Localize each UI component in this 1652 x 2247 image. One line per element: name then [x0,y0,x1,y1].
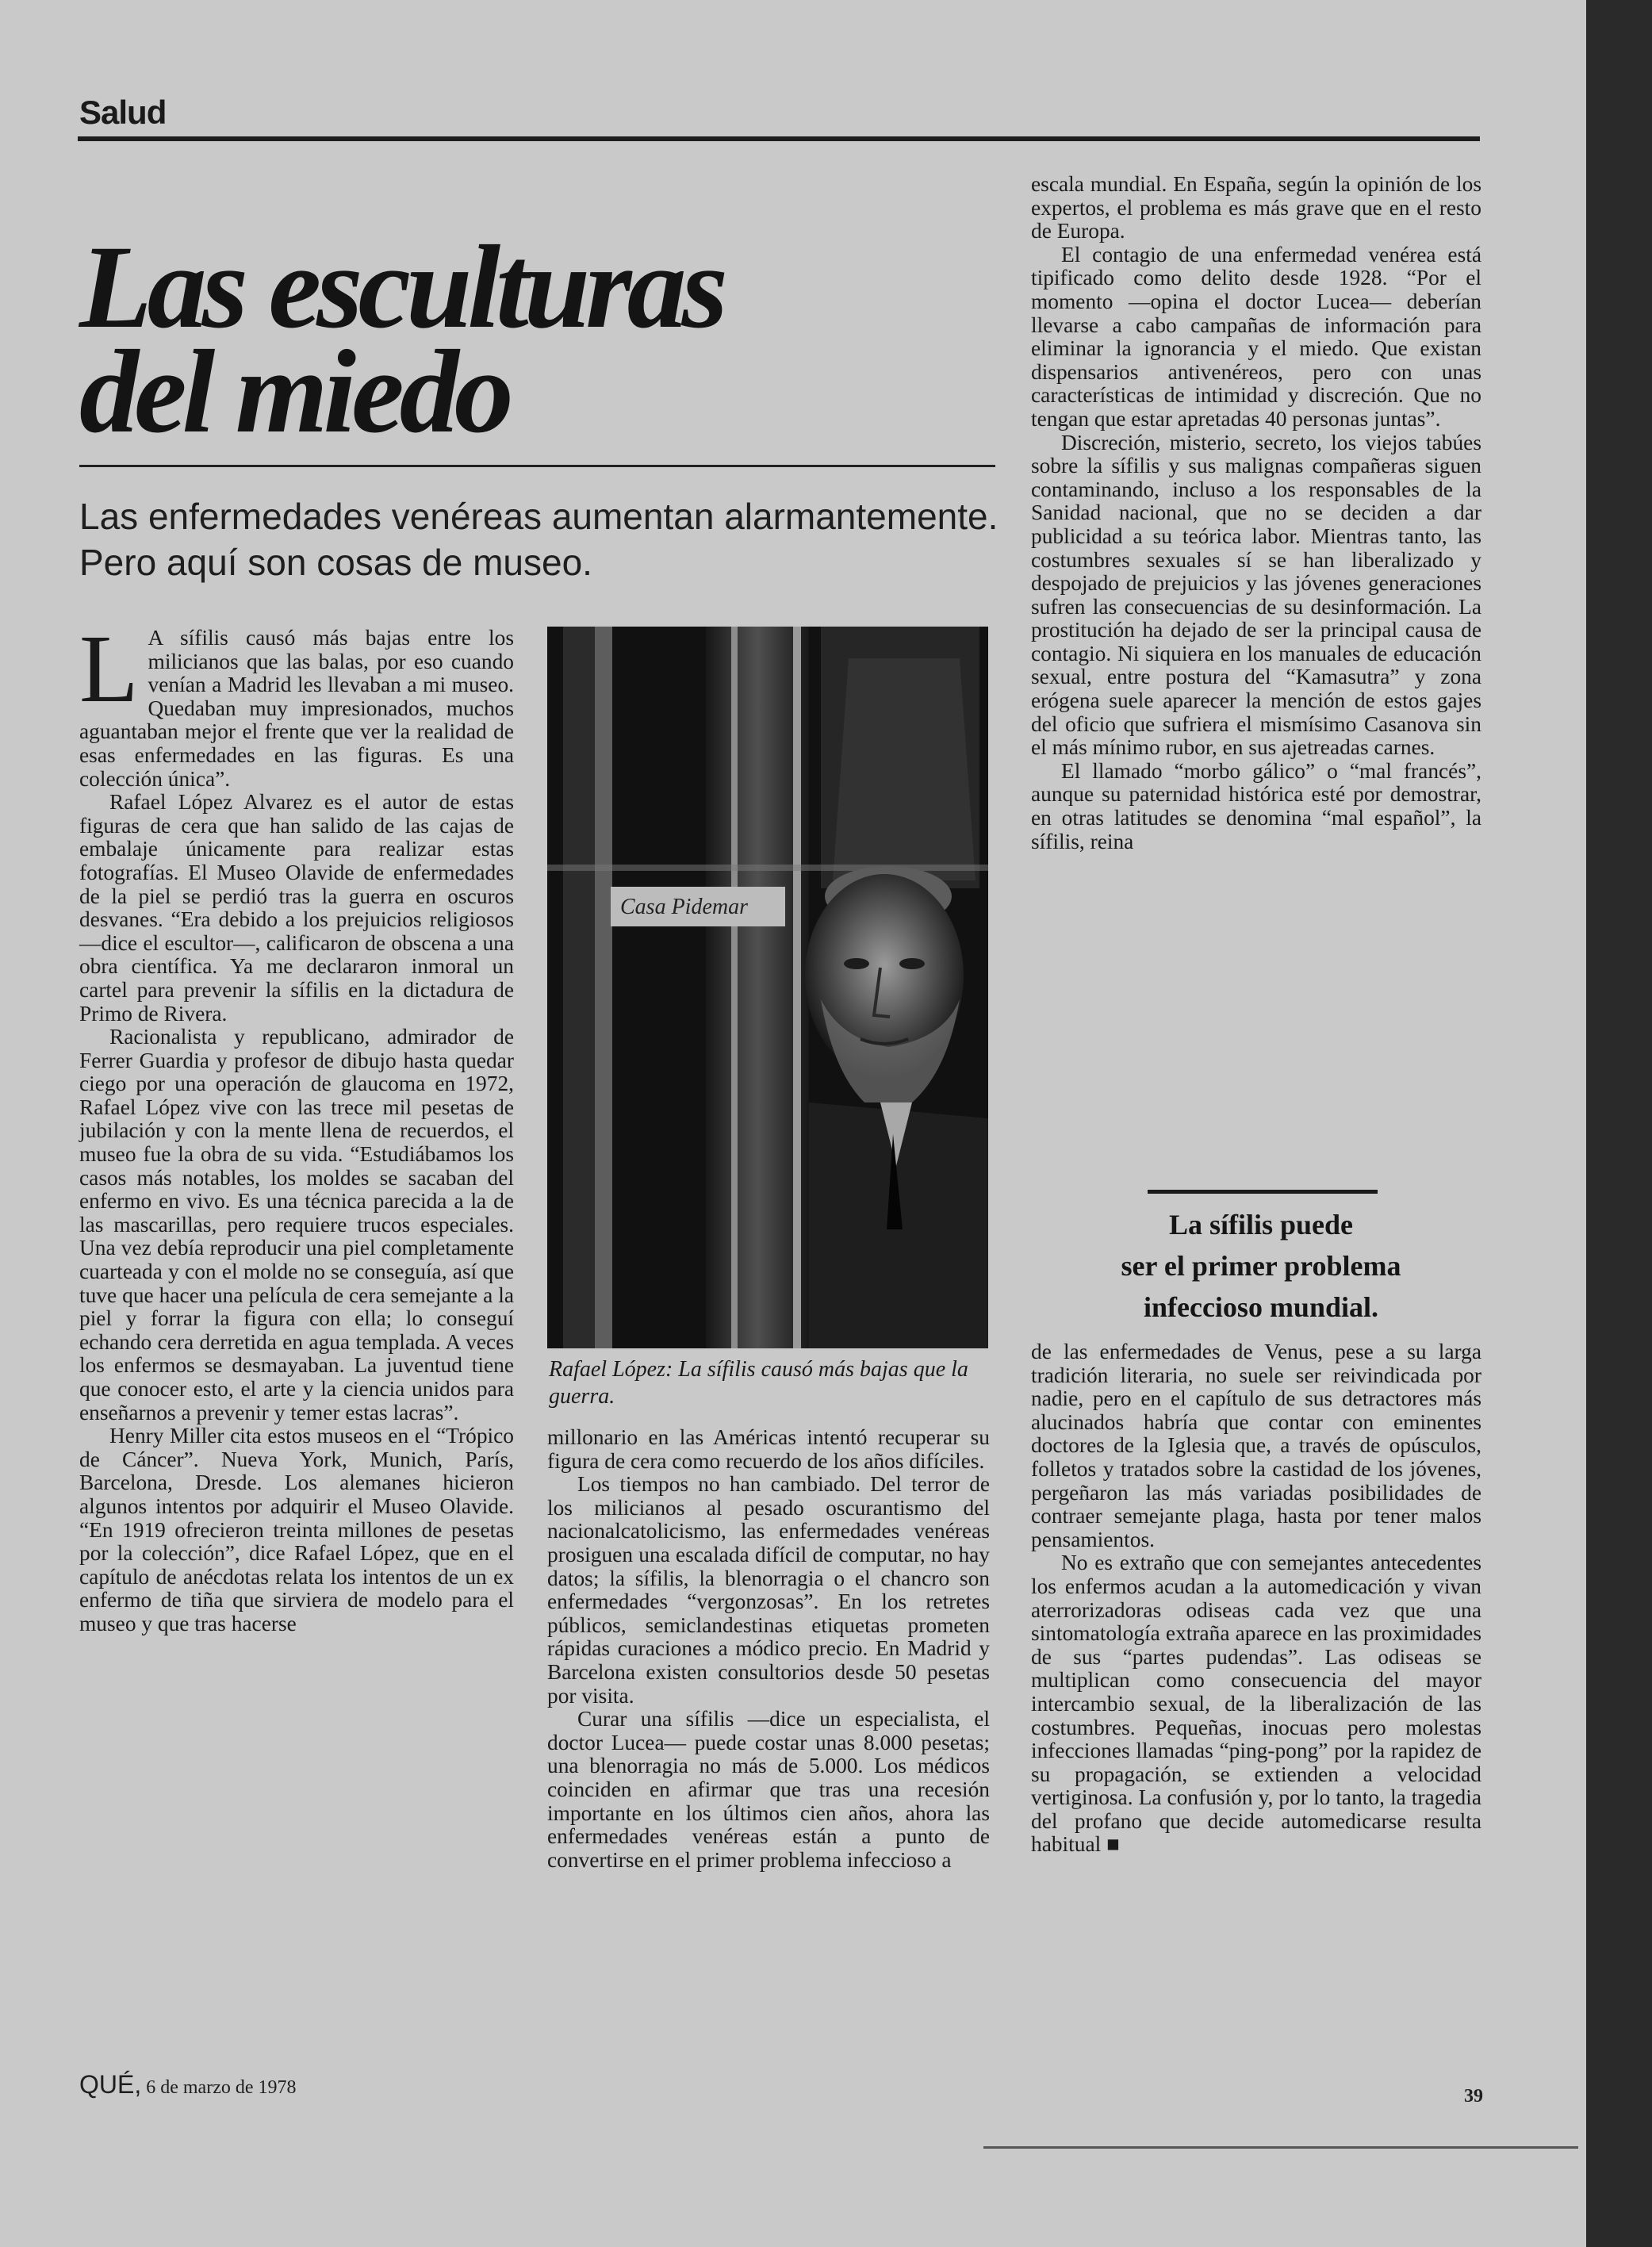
drop-cap: L [79,615,139,723]
paragraph: El contagio de una enfermedad venérea está tipificado como delito desde 1928. “Por el momento —opina el doctor Lucea— deberían llevarse a cabo campañas de información para eliminar la ignorancia y el miedo. Que existan dispensarios antivenéreos, pero con unas características de intimidad y discreción. Que no tengan que estar apretadas 40 personas juntas”. [1031,242,1481,431]
subtitle: Las enfermedades venéreas aumentan alarmantemente. Pero aquí son cosas de museo. [79,496,998,583]
pullquote-rule [1148,1190,1378,1194]
paragraph: Curar una sífilis —dice un especialista, el doctor Lucea— puede costar unas 8.000 pesetas; una blenorragia no más de 5.000. Los médicos coinciden en afirmar que tras una recesión importante en los últimos cien años, ahora las enfermedades venéreas están a punto de convertirse en el primer problema infeccioso a [547,1707,990,1872]
section-label: Salud [79,94,167,131]
article-column-2 [547,1426,990,1872]
pullquote-line-3: infeccioso mundial. [1143,1291,1378,1323]
paragraph: Rafael López Alvarez es el autor de estas figuras de cera que han salido de las cajas de embalaje únicamente para realizar estas fotografías. El Museo Olavide de enfermedades de la piel se perdió tras la guerra en oscuros desvanes. “Era debido a los prejuicios religiosos —dice el escultor—, calificaron de obscena a una obra científica. Ya me declararon inmoral un cartel para prevenir la sífilis en la dictadura de Primo de Rivera. [79,790,514,1026]
photo-caption: Rafael López: La sífilis causó más bajas que la guerra. [549,1357,968,1409]
paragraph: Racionalista y republicano, admirador de Ferrer Guardia y profesor de dibujo hasta quedar ciego por una operación de glaucoma en 1972, Rafael López vive con las trece mil pesetas de jubilación y con la mente llena de recuerdos, el museo fue la obra de su vida. “Estudiábamos los casos más notables, los moldes se sacaban del enfermo en vivo. Es una técnica parecida a la de las mascarillas, pero requiere trucos especiales. Una vez debía reproducir una piel completamente cuarteada y con el molde no se conseguía, así que tuve que hacer una película de cera semejante a la piel y forrar la figura con ella; lo conseguí echando cera derretida en agua templada. A veces los enfermos se desmayaban. La juventud tiene que conocer esto, el arte y la ciencia unidos para enseñarnos a prevenir y temer estas lacras”. [79,1025,514,1425]
paragraph: Henry Miller cita estos museos en el “Trópico de Cáncer”. Nueva York, Munich, París, Barcelona, Dresde. Los alemanes hicieron algunos intentos por adquirir el Museo Olavide. “En 1919 ofrecieron treinta millones de pesetas por la colección”, dice Rafael López, que en el capítulo de anécdotas relata los intentos de un ex enfermo de tiña que sirviera de modelo para el museo y que tras hacerse [79,1424,514,1635]
paragraph: No es extraño que con semejantes antecedentes los enfermos acudan a la automedicación y vivan aterrorizadoras odiseas cada vez que una sintomatología extraña aparece en las proximidades de sus “partes pudendas”. Las odiseas se multiplican como consecuencia del mayor intercambio sexual, de la liberalización de las costumbres. Pequeñas, inocuas pero molestas infecciones llamadas “ping-pong” por la rapidez de su propagación, se extienden a velocidad vertiginosa. La confusión y, por lo tanto, la tragedia del profano que decide automedicarse resulta habitual ■ [1031,1551,1481,1857]
footer-credit [79,2070,297,2099]
paragraph: El llamado “morbo gálico” o “mal francés”, aunque su paternidad histórica esté por demostrar, en otras latitudes se denomina “mal español”, la sífilis, reina [1031,758,1481,853]
paragraph: Discreción, misterio, secreto, los viejos tabúes sobre la sífilis y sus malignas compañeras siguen contaminando, incluso a los responsables de la Sanidad nacional, que no se deciden a dar publicidad a su teórica labor. Mientras tanto, las costumbres sexuales sí se han liberalizado y despojado de prejuicios y las jóvenes generaciones sufren las consecuencias de su desinformación. La prostitución ha dejado de ser la principal causa de contagio. Ni siquiera en los manuales de educación sexual, entre postura del “Kamasutra” y zona erógena suele aparecer la mención de estos gajes del oficio que sufriera el mismísimo Casanova sin el más mínimo rubor, en sus ajetreadas carnes. [1031,430,1481,760]
article-photo [547,627,988,1348]
headline [79,221,983,458]
pullquote-line-2: ser el primer problema [1121,1250,1401,1282]
pullquote-line-1: La sífilis puede [1168,1209,1354,1240]
article-column-3-continued [1031,1340,1481,1857]
bottom-rule [983,2146,1578,2149]
paragraph: escala mundial. En España, según la opinión de los expertos, el problema es más grave que en el resto de Europa. [1031,172,1481,243]
pull-quote [1031,1204,1491,1328]
paragraph: Los tiempos no han cambiado. Del terror de los milicianos al pesado oscurantismo del nacionalcatolicismo, las enfermedades venéreas prosiguen una escalada difícil de computar, no hay datos; la sífilis, la blenorragia o el chancro son enfermedades “vergonzosas”. En los retretes públicos, semiclandestinas etiquetas prometen rápidas curaciones a módico precio. En Madrid y Barcelona existen consultorios desde 50 pesetas por visita. [547,1472,990,1708]
magazine-name: QUÉ, [79,2070,142,2099]
section-rule [78,136,1480,141]
paragraph: de las enfermedades de Venus, pese a su larga tradición literaria, no suele ser reivindicada por nadie, pero en el capítulo de sus detractores más alucinados habría que contar con eminentes doctores de la Iglesia que, a través de opúsculos, folletos y tratados sobre la castidad de los jóvenes, pergeñaron las más variadas posibilidades de contraer semejante plaga, hasta por tener malos pensamientos. [1031,1340,1481,1551]
article-column-3 [1031,173,1481,853]
headline-line-2: del miedo [79,326,509,458]
headline-line-1: Las esculturas [79,221,723,353]
paragraph: millonario en las Américas intentó recuperar su figura de cera como recuerdo de los años difíciles. [547,1425,990,1473]
page-number: 39 [1464,2086,1483,2107]
headline-rule [79,465,995,467]
photo-sign: Casa Pidemar [620,895,748,919]
article-column-1 [79,615,514,1636]
paragraph: L A sífilis causó más bajas entre los milicianos que las balas, por eso cuando venían a Madrid les llevaban a mi museo. Quedaban muy impresionados, muchos aguantaban mejor el frente que ver la realidad de esas enfermedades en las figuras. Es una colección única”. [79,615,514,791]
photo-illustration [547,627,988,1348]
issue-date: 6 de marzo de 1978 [146,2077,297,2098]
